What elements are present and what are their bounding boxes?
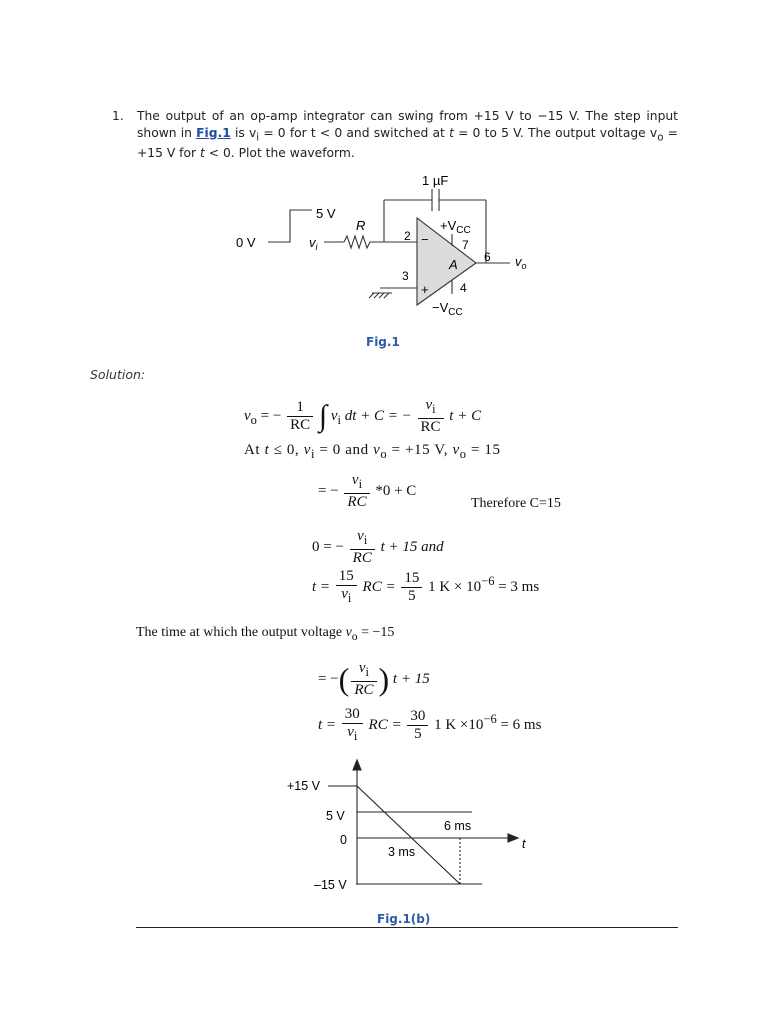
equation-3ms: t = $\frac{15}{v_i}$ RC = $\frac{15}{5}$ 1 $K \times 10^{-6} = 3$ ms bbox=[312, 568, 540, 605]
integrator-circuit-diagram bbox=[0, 0, 768, 330]
problem-text: The output of an op-amp integrator can swing from +15 V to −15 V. The step input shown in Fig.1 is $v_i = 0$ for t < 0 and switched at t = 0 to 5 V. The output voltage $v_o = +15$ V for t < 0. Plot the waveform. bbox=[137, 109, 678, 161]
capacitor-label: 1 µF bbox=[422, 173, 449, 188]
therefore-text: Therefore C=15 bbox=[471, 496, 561, 511]
y-label-pos15: +15 V bbox=[287, 779, 321, 793]
pin-2-label: 2 bbox=[404, 229, 411, 243]
y-label-neg15: –15 V bbox=[314, 878, 347, 892]
step-low-label: 0 V bbox=[236, 235, 256, 250]
y-label-5v: 5 V bbox=[326, 809, 345, 823]
noninverting-sign: + bbox=[421, 282, 429, 297]
resistor-label: R bbox=[356, 218, 366, 233]
pin-6-label: 6 bbox=[484, 250, 491, 264]
equation-integral: $v_o$ = − $\frac{1}{RC}$ ∫ $v_i$ dt + C = − $\frac{v_i}{RC}$ t + C bbox=[244, 397, 482, 435]
vcc-neg-label: $-V_{CC}$ bbox=[432, 300, 463, 318]
equation-initial-condition: At t ≤ 0, $v_i = 0$ and $v_o = +15$ V, $v_o = 15$ bbox=[244, 442, 501, 461]
solution-label: Solution: bbox=[90, 367, 146, 382]
vo-label: $v_o$ bbox=[515, 254, 527, 271]
fig1-link[interactable]: Fig.1 bbox=[196, 125, 231, 140]
pin-3-label: 3 bbox=[402, 269, 409, 283]
pin-7-label: 7 bbox=[462, 238, 469, 252]
vcc-pos-label: $+V_{CC}$ bbox=[440, 218, 471, 236]
y-label-0: 0 bbox=[340, 833, 347, 847]
amp-label: A bbox=[449, 257, 458, 272]
divider-line bbox=[136, 927, 678, 928]
output-waveform-graph bbox=[0, 750, 768, 910]
label-6ms: 6 ms bbox=[444, 819, 472, 833]
step-high-label: 5 V bbox=[316, 206, 336, 221]
vi-label: $v_i$ bbox=[309, 235, 318, 252]
problem-number: 1. bbox=[112, 109, 124, 123]
fig1b-caption: Fig.1(b) bbox=[377, 912, 431, 926]
fig1-caption: Fig.1 bbox=[366, 335, 400, 349]
equation-find-c: = − $\frac{v_i}{RC}$ *0 + C bbox=[318, 472, 417, 510]
equation-zero-crossing: 0 = − $\frac{v_i}{RC}$ t + 15 and bbox=[312, 528, 444, 566]
x-axis-label: t bbox=[522, 837, 526, 851]
prose-output-voltage: The time at which the output voltage $v_o = -15$ bbox=[136, 625, 395, 643]
pin-4-label: 4 bbox=[460, 281, 467, 295]
inverting-sign: − bbox=[421, 232, 429, 247]
label-3ms: 3 ms bbox=[388, 845, 416, 859]
equation-6ms: t = $\frac{30}{v_i}$ RC = $\frac{30}{5}$ 1 $K \times 10^{-6} = 6$ ms bbox=[318, 706, 542, 743]
equation-negative: = −( $\frac{v_i}{RC}$ ) t + 15 bbox=[318, 660, 430, 698]
